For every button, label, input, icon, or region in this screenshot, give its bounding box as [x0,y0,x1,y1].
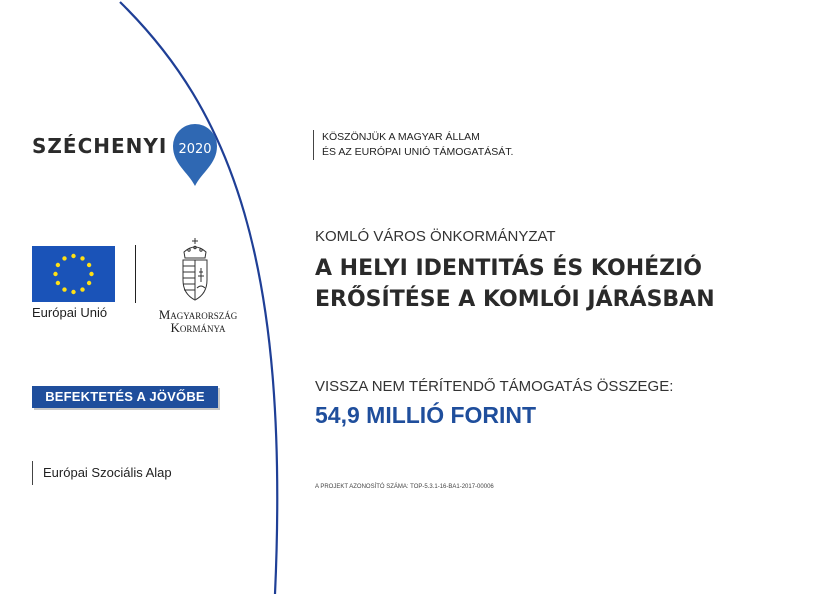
logo-divider [135,245,136,303]
fund-label: Európai Szociális Alap [32,461,172,485]
project-title-line-1: A HELYI IDENTITÁS ÉS KOHÉZIÓ [315,256,702,281]
szechenyi-year: 2020 [178,142,212,157]
acknowledgement [313,130,513,160]
szechenyi-wordmark: SZÉCHENYI [32,134,168,158]
grant-label: VISSZA NEM TÉRÍTENDŐ TÁMOGATÁS ÖSSZEGE: [315,378,674,395]
government-name: Magyarország Kormánya [158,307,238,335]
project-title [315,253,715,315]
project-id: A PROJEKT AZONOSÍTÓ SZÁMA: TOP-5.3.1-16-BA1-2017-00006 [315,484,494,490]
project-title-line-2: ERŐSÍTÉSE A KOMLÓI JÁRÁSBAN [315,287,715,312]
szechenyi-2020-logo [32,122,232,192]
invest-future-badge: BEFEKTETÉS A JÖVŐBE [32,386,218,408]
eu-flag-icon [32,246,115,302]
location-pin-icon [170,122,220,188]
coat-of-arms-icon [178,236,212,302]
acknowledgement-line-1: KÖSZÖNJÜK A MAGYAR ÁLLAM [322,131,480,143]
eu-label: Európai Unió [32,305,108,320]
beneficiary-name: KOMLÓ VÁROS ÖNKORMÁNYZAT [315,228,556,245]
grant-amount: 54,9 MILLIÓ FORINT [315,402,537,428]
acknowledgement-line-2: ÉS AZ EURÓPAI UNIÓ TÁMOGATÁSÁT. [322,146,514,158]
